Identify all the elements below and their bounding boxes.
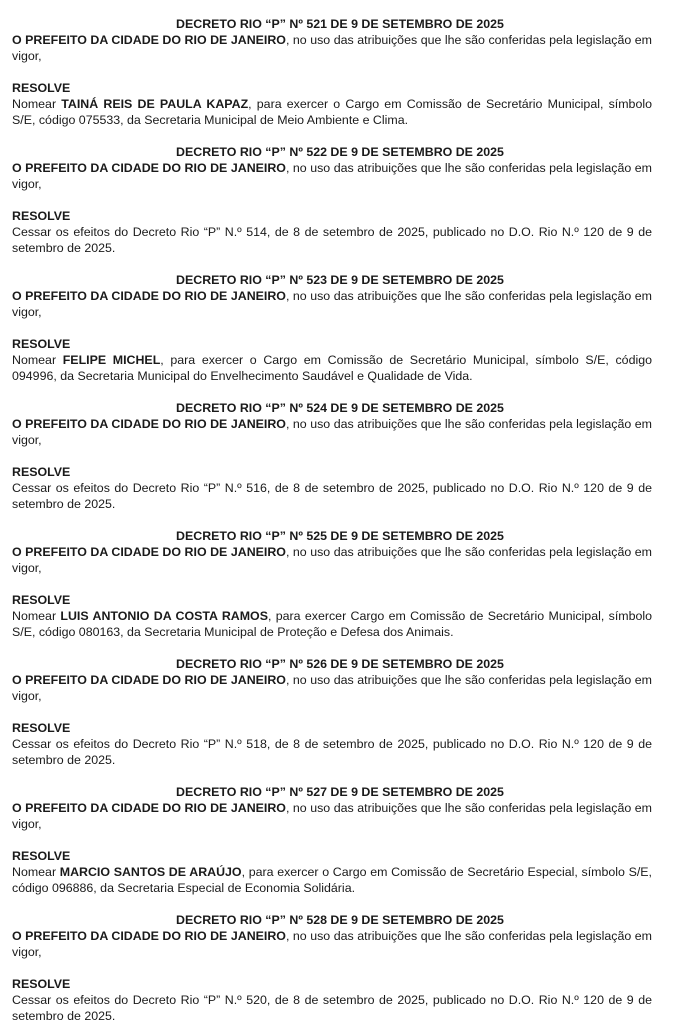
decree-preamble: [12, 32, 652, 64]
resolve-label: RESOLVE: [12, 977, 71, 991]
appointee-name: LUIS ANTONIO DA COSTA RAMOS: [60, 609, 268, 623]
decree-title: DECRETO RIO “P” Nº 523 DE 9 DE SETEMBRO DE 2025: [176, 273, 504, 287]
decree-body: [12, 864, 652, 896]
preamble-text: , no uso das atribuições que lhe são conferidas pela legislação em vigor,: [12, 289, 652, 319]
decree-title: DECRETO RIO “P” Nº 526 DE 9 DE SETEMBRO DE 2025: [176, 657, 504, 671]
decree-521: [12, 16, 652, 128]
preamble-text: , no uso das atribuições que lhe são conferidas pela legislação em vigor,: [12, 673, 652, 703]
resolve-label: RESOLVE: [12, 209, 71, 223]
decree-527: [12, 784, 652, 896]
appointee-name: MARCIO SANTOS DE ARAÚJO: [59, 865, 242, 879]
resolve-label: RESOLVE: [12, 849, 71, 863]
preamble-text: , no uso das atribuições que lhe são conferidas pela legislação em vigor,: [12, 33, 652, 63]
decree-524: [12, 400, 652, 512]
preamble-text: , no uso das atribuições que lhe são conferidas pela legislação em vigor,: [12, 161, 652, 191]
body-prefix: Nomear: [12, 353, 63, 367]
appointee-name: FELIPE MICHEL: [62, 353, 161, 367]
authority-name: O PREFEITO DA CIDADE DO RIO DE JANEIRO: [12, 545, 286, 559]
decree-body: [12, 96, 652, 128]
decree-preamble: [12, 160, 652, 192]
decree-526: [12, 656, 652, 768]
decree-title: DECRETO RIO “P” Nº 528 DE 9 DE SETEMBRO DE 2025: [176, 913, 504, 927]
decree-body: [12, 736, 652, 768]
body-suffix: , para exercer o Cargo em Comissão de Secretário Municipal, símbolo S/E, código 075533, da Secretaria Municipal de Meio Ambiente e Clima.: [12, 97, 652, 127]
decree-body: [12, 224, 652, 256]
authority-name: O PREFEITO DA CIDADE DO RIO DE JANEIRO: [12, 673, 286, 687]
decree-522: [12, 144, 652, 256]
resolve-label: RESOLVE: [12, 465, 71, 479]
decree-title: DECRETO RIO “P” Nº 521 DE 9 DE SETEMBRO DE 2025: [176, 17, 504, 31]
decree-preamble: [12, 672, 652, 704]
decree-body: [12, 608, 652, 640]
decree-525: [12, 528, 652, 640]
decree-528: [12, 912, 652, 1024]
decree-title: DECRETO RIO “P” Nº 522 DE 9 DE SETEMBRO DE 2025: [176, 145, 504, 159]
decree-523: [12, 272, 652, 384]
decree-body: [12, 352, 652, 384]
decree-title: DECRETO RIO “P” Nº 525 DE 9 DE SETEMBRO DE 2025: [176, 529, 504, 543]
body-prefix: Nomear: [12, 865, 60, 879]
body-prefix: Cessar os efeitos do Decreto Rio “P” N.º 518, de 8 de setembro de 2025, publicado no D.O. Rio N.º 120 de 9 de setembro de 2025.: [12, 737, 652, 767]
authority-name: O PREFEITO DA CIDADE DO RIO DE JANEIRO: [12, 289, 286, 303]
resolve-label: RESOLVE: [12, 721, 71, 735]
decree-preamble: [12, 928, 652, 960]
authority-name: O PREFEITO DA CIDADE DO RIO DE JANEIRO: [12, 33, 286, 47]
body-suffix: , para exercer o Cargo em Comissão de Secretário Especial, símbolo S/E, código 096886, da Secretaria Especial de Economia Solidária.: [12, 865, 652, 895]
resolve-label: RESOLVE: [12, 593, 71, 607]
preamble-text: , no uso das atribuições que lhe são conferidas pela legislação em vigor,: [12, 801, 652, 831]
body-prefix: Cessar os efeitos do Decreto Rio “P” N.º 520, de 8 de setembro de 2025, publicado no D.O. Rio N.º 120 de 9 de setembro de 2025.: [12, 993, 652, 1023]
body-prefix: Cessar os efeitos do Decreto Rio “P” N.º 514, de 8 de setembro de 2025, publicado no D.O. Rio N.º 120 de 9 de setembro de 2025.: [12, 225, 652, 255]
decree-body: [12, 480, 652, 512]
decree-title: DECRETO RIO “P” Nº 527 DE 9 DE SETEMBRO DE 2025: [176, 785, 504, 799]
decree-body: [12, 992, 652, 1024]
decree-preamble: [12, 416, 652, 448]
authority-name: O PREFEITO DA CIDADE DO RIO DE JANEIRO: [12, 801, 286, 815]
resolve-label: RESOLVE: [12, 81, 71, 95]
decree-title: DECRETO RIO “P” Nº 524 DE 9 DE SETEMBRO DE 2025: [176, 401, 504, 415]
authority-name: O PREFEITO DA CIDADE DO RIO DE JANEIRO: [12, 417, 286, 431]
resolve-label: RESOLVE: [12, 337, 71, 351]
decree-preamble: [12, 544, 652, 576]
body-suffix: , para exercer Cargo em Comissão de Secretário Municipal, símbolo S/E, código 080163, da Secretaria Municipal de Proteção e Defesa dos Animais.: [12, 609, 653, 639]
preamble-text: , no uso das atribuições que lhe são conferidas pela legislação em vigor,: [12, 929, 652, 959]
body-suffix: , para exercer o Cargo em Comissão de Secretário Municipal, símbolo S/E, código 094996, da Secretaria Municipal do Envelhecimento Saudável e Qualidade de Vida.: [12, 353, 653, 383]
body-prefix: Nomear: [12, 609, 61, 623]
authority-name: O PREFEITO DA CIDADE DO RIO DE JANEIRO: [12, 161, 286, 175]
preamble-text: , no uso das atribuições que lhe são conferidas pela legislação em vigor,: [12, 417, 652, 447]
body-prefix: Cessar os efeitos do Decreto Rio “P” N.º 516, de 8 de setembro de 2025, publicado no D.O. Rio N.º 120 de 9 de setembro de 2025.: [12, 481, 652, 511]
body-prefix: Nomear: [12, 97, 62, 111]
authority-name: O PREFEITO DA CIDADE DO RIO DE JANEIRO: [12, 929, 286, 943]
decree-preamble: [12, 288, 652, 320]
appointee-name: TAINÁ REIS DE PAULA KAPAZ: [61, 97, 249, 111]
preamble-text: , no uso das atribuições que lhe são conferidas pela legislação em vigor,: [12, 545, 652, 575]
decree-preamble: [12, 800, 652, 832]
